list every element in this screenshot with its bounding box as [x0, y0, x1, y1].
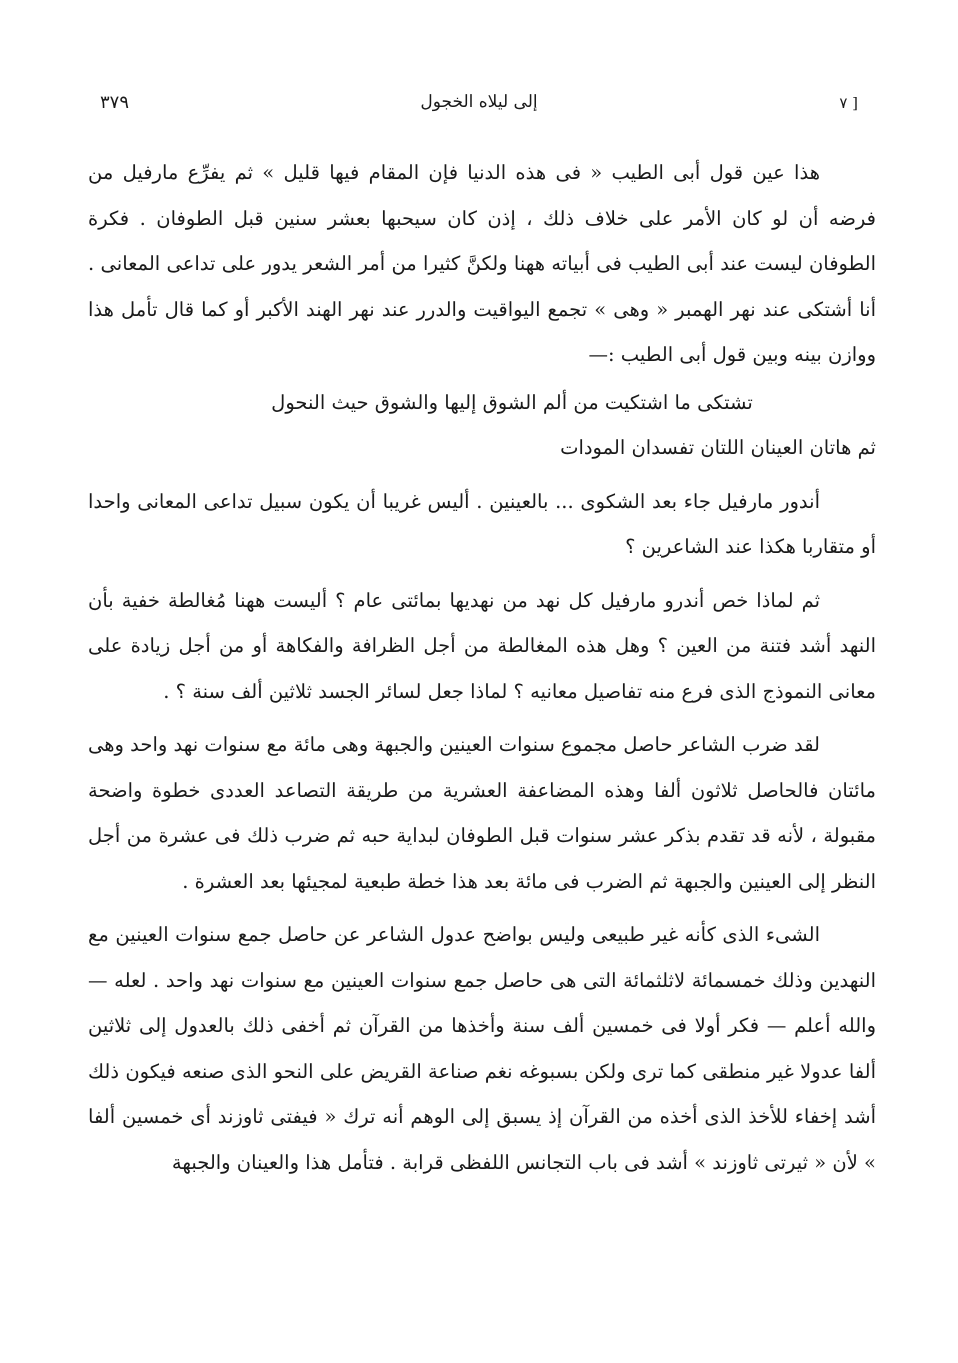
signature-mark: [ ٧	[839, 94, 858, 112]
paragraph-5: لقد ضرب الشاعر حاصل مجموع سنوات العينين والجبهة وهى مائة مع سنوات نهد واحد وهى مائتان فالحاصل ثلاثون ألفا وهذه المضاعفة العشرية من طريقة التصاعد العددى خطوة واضحة مقبولة ، لأنه قد تقدم بذكر عشر سنوات قبل الطوفان لبداية حبه ثم ضرب ذلك فى عشرة من أجل النظر إلى العينين والجبهة ثم الضرب فى مائة بعد هذا خطة طبعية لمجيئها بعد العشرة .	[88, 733, 876, 893]
paragraph-1: هذا عين قول أبى الطيب « فى هذه الدنيا فإن المقام فيها قليل » ثم يفرِّع مارفيل من فرضه أن لو كان الأمر على خلاف ذلك ، إذن كان سيحبها بعشر سنين قبل الطوفان . فكرة الطوفان ليست عند أبى الطيب فى أبياته ههنا ولكنَّ كثيرا من أمر الشعر يدور على تداعى المعانى . أنا أشتكى عند نهر الهمبر « وهى » تجمع اليواقيت والدرر عند نهر الهند الأكبر أو كما قال تأمل هذا ووازن بينه وبين قول أبى الطيب :—	[88, 161, 876, 366]
body-text	[88, 150, 876, 1185]
page-number: ٣٧٩	[100, 92, 130, 113]
verse-line: تشتكى ما اشتكيت من ألم الشوق إليها والشوق حيث النحول	[271, 390, 753, 414]
paragraph-4: ثم لماذا خص أندرو مارفيل كل نهد من نهديها بمائتى عام ؟ أليست ههنا مُغالطة خفية بأن النهد أشد فتنة من العين ؟ وهل هذه المغالطة من أجل الظرافة والفكاهة أو من أجل زيادة على معانى النموذج الذى فرع منه تفاصيل معانيه ؟ لماذا جعل لسائر الجسد ثلاثين ألف سنة ؟ .	[88, 588, 876, 703]
paragraph-2: ثم هاتان العينان اللتان تفسدان المودات	[560, 436, 876, 459]
paragraph-6: الشىء الذى كأنه غير طبيعى وليس بواضح عدول الشاعر عن حاصل جمع سنوات العينين مع النهدين وذلك خمسمائة لاثلثمائة التى هى حاصل جمع سنوات العينين مع سنوات نهد واحد . لعله — والله أعلم — فكر أولا فى خمسين ألف سنة وأخذها من القرآن ثم أخفى ذلك بالعدول إلى ثلاثين ألفا عدولا غير منطقى كما ترى ولكن بسبوغه نغم صناعة القريض على النحو الذى صنعه فيكون ذلك أشد إخفاء للأخذ الذى أخذه من القرآن إذ يسبق إلى الوهم أنه ترك « فيفتى ثاوزند أى خمسين ألفا » لأن « ثيرتى ثاوزند » أشد فى باب التجانس اللفظى قرابة . فتأمل هذا والعينان والجبهة	[88, 923, 876, 1174]
running-title: إلى ليلاه الخجول	[420, 92, 538, 112]
paragraph-3: أندور مارفيل جاء بعد الشكوى ... بالعينين . أليس غريبا أن يكون سبيل تداعى المعانى واحدا أو متقاربا هكذا عند الشاعرين ؟	[88, 489, 876, 558]
running-head	[100, 92, 858, 122]
